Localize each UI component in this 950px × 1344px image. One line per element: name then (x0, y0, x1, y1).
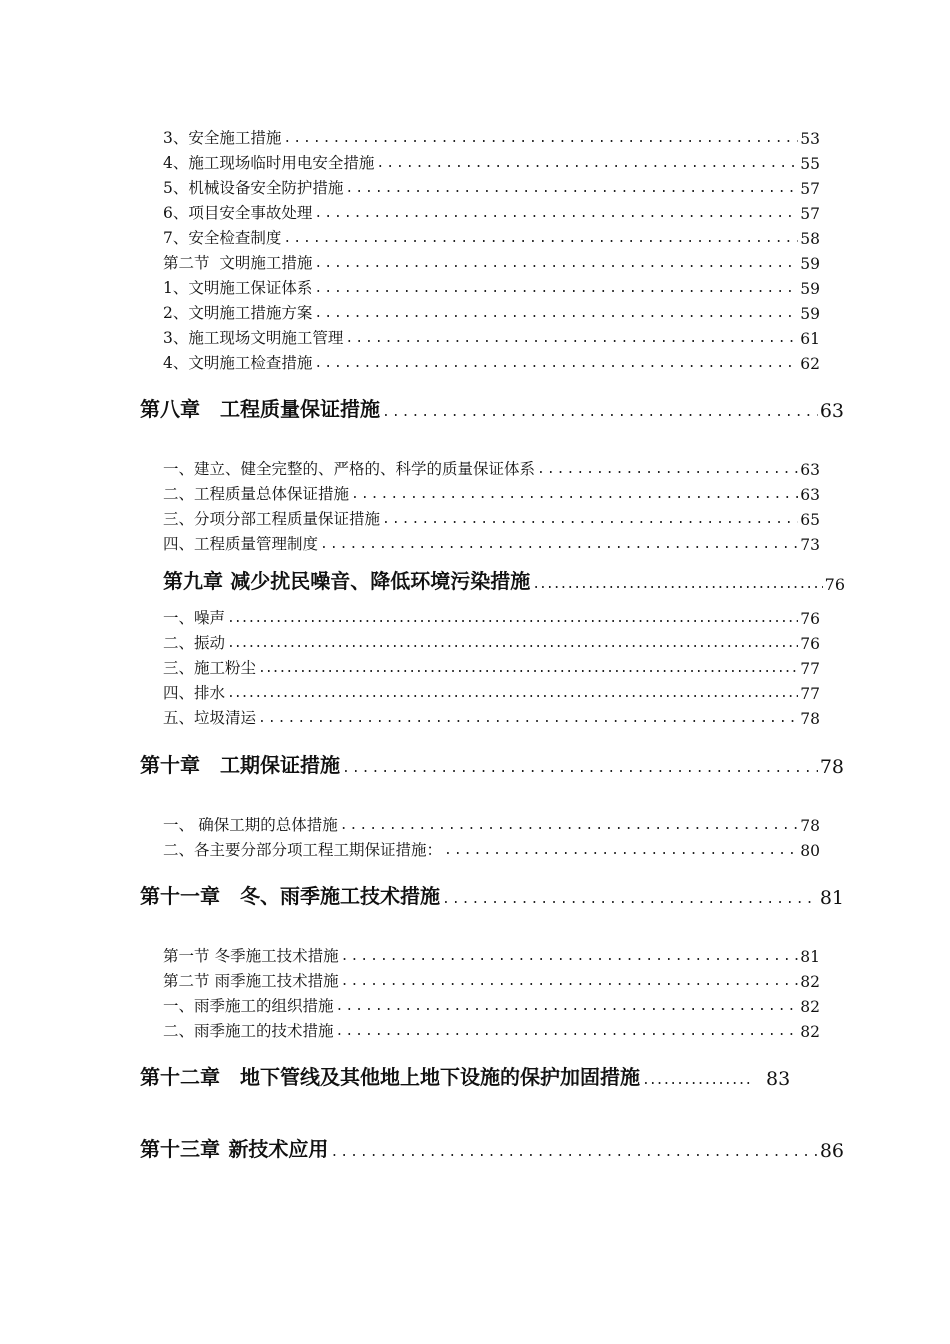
toc-section-number: 第二节 (163, 254, 210, 272)
toc-page-number: 55 (800, 155, 820, 173)
toc-entry-label: 二、振动 (163, 634, 226, 652)
toc-page-number: 59 (800, 280, 820, 298)
toc-page-number: 65 (800, 511, 820, 529)
toc-leader-dots (314, 257, 798, 270)
toc-leader-dots (345, 182, 798, 195)
toc-entry-label: 4、文明施工检查措施 (163, 354, 313, 372)
toc-entry-label: 3、安全施工措施 (163, 129, 282, 147)
toc-leader-dots (444, 844, 798, 857)
toc-leader-dots (314, 357, 798, 370)
toc-page-number: 83 (766, 1068, 791, 1090)
toc-page-number: 82 (800, 973, 820, 991)
toc-chapter[interactable] (140, 881, 844, 909)
toc-entry[interactable] (163, 706, 820, 728)
toc-entry-label: 一、建立、健全完整的、严格的、科学的质量保证体系 (163, 460, 536, 478)
toc-entry-label: 四、排水 (163, 684, 226, 702)
toc-entry[interactable] (163, 126, 820, 148)
toc-leader-dots (376, 157, 798, 170)
toc-chapter-title: 新技术应用 (228, 1137, 329, 1161)
toc-page-number: 59 (800, 255, 820, 273)
toc-entry-section[interactable] (163, 944, 820, 966)
toc-leader-dots (341, 950, 799, 963)
toc-page-number: 62 (800, 355, 820, 373)
toc-page-number: 57 (800, 205, 820, 223)
toc-entry[interactable] (163, 457, 820, 479)
toc-entry-label: 三、施工粉尘 (163, 659, 257, 677)
toc-leader-dots (442, 893, 818, 906)
toc-leader-dots (283, 132, 798, 145)
toc-entry-label: 一、噪声 (163, 609, 226, 627)
toc-page-number: 81 (800, 948, 820, 966)
toc-page-number: 53 (800, 130, 820, 148)
toc-chapter[interactable] (163, 566, 845, 594)
toc-entry-label: 1、文明施工保证体系 (163, 279, 313, 297)
toc-entry-label: 3、施工现场文明施工管理 (163, 329, 344, 347)
toc-leader-dots (382, 406, 818, 419)
toc-entry[interactable] (163, 151, 820, 173)
toc-leader-dots (345, 332, 798, 345)
toc-chapter-number: 第九章 (163, 569, 223, 593)
toc-entry-label: 二、各主要分部分项工程工期保证措施： (163, 841, 443, 859)
toc-leader-dots (351, 488, 798, 501)
toc-page-number: 80 (800, 842, 820, 860)
toc-chapter-title: 减少扰民噪音、降低环境污染措施 (230, 569, 531, 593)
toc-leader-dots (340, 819, 799, 832)
toc-leader-dots (336, 1000, 799, 1013)
toc-section-title: 冬季施工技术措施 (214, 947, 339, 965)
toc-leader-dots (320, 538, 798, 551)
toc-entry[interactable] (163, 201, 820, 223)
toc-chapter-title: 第十二章 地下管线及其他地上地下设施的保护加固措施 (140, 1065, 640, 1089)
toc-chapter-title: 第八章 工程质量保证措施 (140, 397, 380, 421)
toc-section-number: 第二节 (163, 972, 210, 990)
toc-page-number: 78 (800, 710, 820, 728)
toc-entry[interactable] (163, 656, 820, 678)
toc-chapter[interactable] (140, 1062, 844, 1090)
toc-entry[interactable] (163, 606, 820, 628)
toc-page-number: 82 (800, 998, 820, 1016)
toc-entry[interactable] (163, 176, 820, 198)
toc-leader-dots (227, 687, 798, 700)
toc-entry[interactable] (163, 838, 820, 860)
toc-leader-dots (341, 975, 799, 988)
toc-entry-label: 三、分项分部工程质量保证措施 (163, 510, 381, 528)
toc-section-title: 雨季施工技术措施 (214, 972, 339, 990)
toc-leader-dots (227, 612, 798, 625)
toc-page-number: 63 (800, 486, 820, 504)
toc-page-number: 81 (819, 887, 844, 909)
toc-chapter-title: 第十一章 冬、雨季施工技术措施 (140, 884, 440, 908)
toc-entry[interactable] (163, 507, 820, 529)
toc-entry[interactable] (163, 681, 820, 703)
toc-leader-dots (258, 712, 798, 725)
toc-entry-label: 7、安全检查制度 (163, 229, 282, 247)
toc-entry[interactable] (163, 482, 820, 504)
toc-leader-dots (314, 307, 798, 320)
toc-entry-number: 一、 (163, 816, 195, 834)
toc-entry[interactable] (163, 631, 820, 653)
toc-entry-label: 一、雨季施工的组织措施 (163, 997, 334, 1015)
toc-leader-dots (537, 463, 798, 476)
toc-leader-dots (258, 662, 798, 675)
toc-leader-dots (314, 207, 798, 220)
toc-entry[interactable] (163, 326, 820, 348)
toc-page-number: 76 (824, 575, 845, 594)
toc-entry[interactable] (163, 1019, 820, 1041)
toc-entry-label: 5、机械设备安全防护措施 (163, 179, 344, 197)
toc-section-number: 第一节 (163, 947, 210, 965)
toc-page-number: 78 (800, 817, 820, 835)
toc-leader-dots (314, 282, 798, 295)
toc-entry-label: 五、垃圾清运 (163, 709, 257, 727)
toc-chapter[interactable] (140, 750, 844, 778)
toc-chapter[interactable] (140, 1134, 844, 1162)
toc-entry[interactable] (163, 813, 820, 835)
toc-entry-label: 二、工程质量总体保证措施 (163, 485, 350, 503)
toc-chapter[interactable] (140, 394, 844, 422)
toc-page-number: 77 (800, 660, 820, 678)
toc-page-number: 76 (800, 610, 820, 628)
toc-page-number: 59 (800, 305, 820, 323)
toc-entry-label: 二、雨季施工的技术措施 (163, 1022, 334, 1040)
toc-page-number: 76 (800, 635, 820, 653)
toc-entry[interactable] (163, 226, 820, 248)
toc-entry-label: 4、施工现场临时用电安全措施 (163, 154, 375, 172)
toc-leader-dots (382, 513, 798, 526)
toc-page-number: 86 (819, 1140, 844, 1162)
toc-leader-dots (330, 1146, 817, 1159)
toc-page-number: 82 (800, 1023, 820, 1041)
toc-page-number: 63 (800, 461, 820, 479)
toc-leader-dots (532, 578, 822, 591)
toc-entry[interactable] (163, 994, 820, 1016)
toc-section-title: 文明施工措施 (219, 254, 313, 272)
toc-entry[interactable] (163, 351, 820, 373)
toc-entry-section[interactable] (163, 251, 820, 273)
toc-page-number: 78 (819, 756, 844, 778)
toc-page-number: 63 (819, 400, 844, 422)
toc-entry-label: 6、项目安全事故处理 (163, 204, 313, 222)
toc-leader-dots (342, 762, 818, 775)
toc-leader-dots (227, 637, 798, 650)
toc-page-number: 57 (800, 180, 820, 198)
toc-page-number: 58 (800, 230, 820, 248)
toc-page-number: 77 (800, 685, 820, 703)
toc-page-number: 61 (800, 330, 820, 348)
toc-chapter-title: 第十章 工期保证措施 (140, 753, 340, 777)
toc-page-number: 73 (800, 536, 820, 554)
toc-entry-label: 确保工期的总体措施 (198, 816, 338, 834)
toc-leader-dots (283, 232, 798, 245)
toc-entry-label: 四、工程质量管理制度 (163, 535, 319, 553)
toc-entry[interactable] (163, 532, 820, 554)
toc-leader-dots (336, 1025, 799, 1038)
toc-entry-section[interactable] (163, 969, 820, 991)
toc-leader-dots (642, 1074, 752, 1087)
toc-entry[interactable] (163, 301, 820, 323)
toc-entry-label: 2、文明施工措施方案 (163, 304, 313, 322)
toc-entry[interactable] (163, 276, 820, 298)
toc-chapter-number: 第十三章 (140, 1137, 220, 1161)
